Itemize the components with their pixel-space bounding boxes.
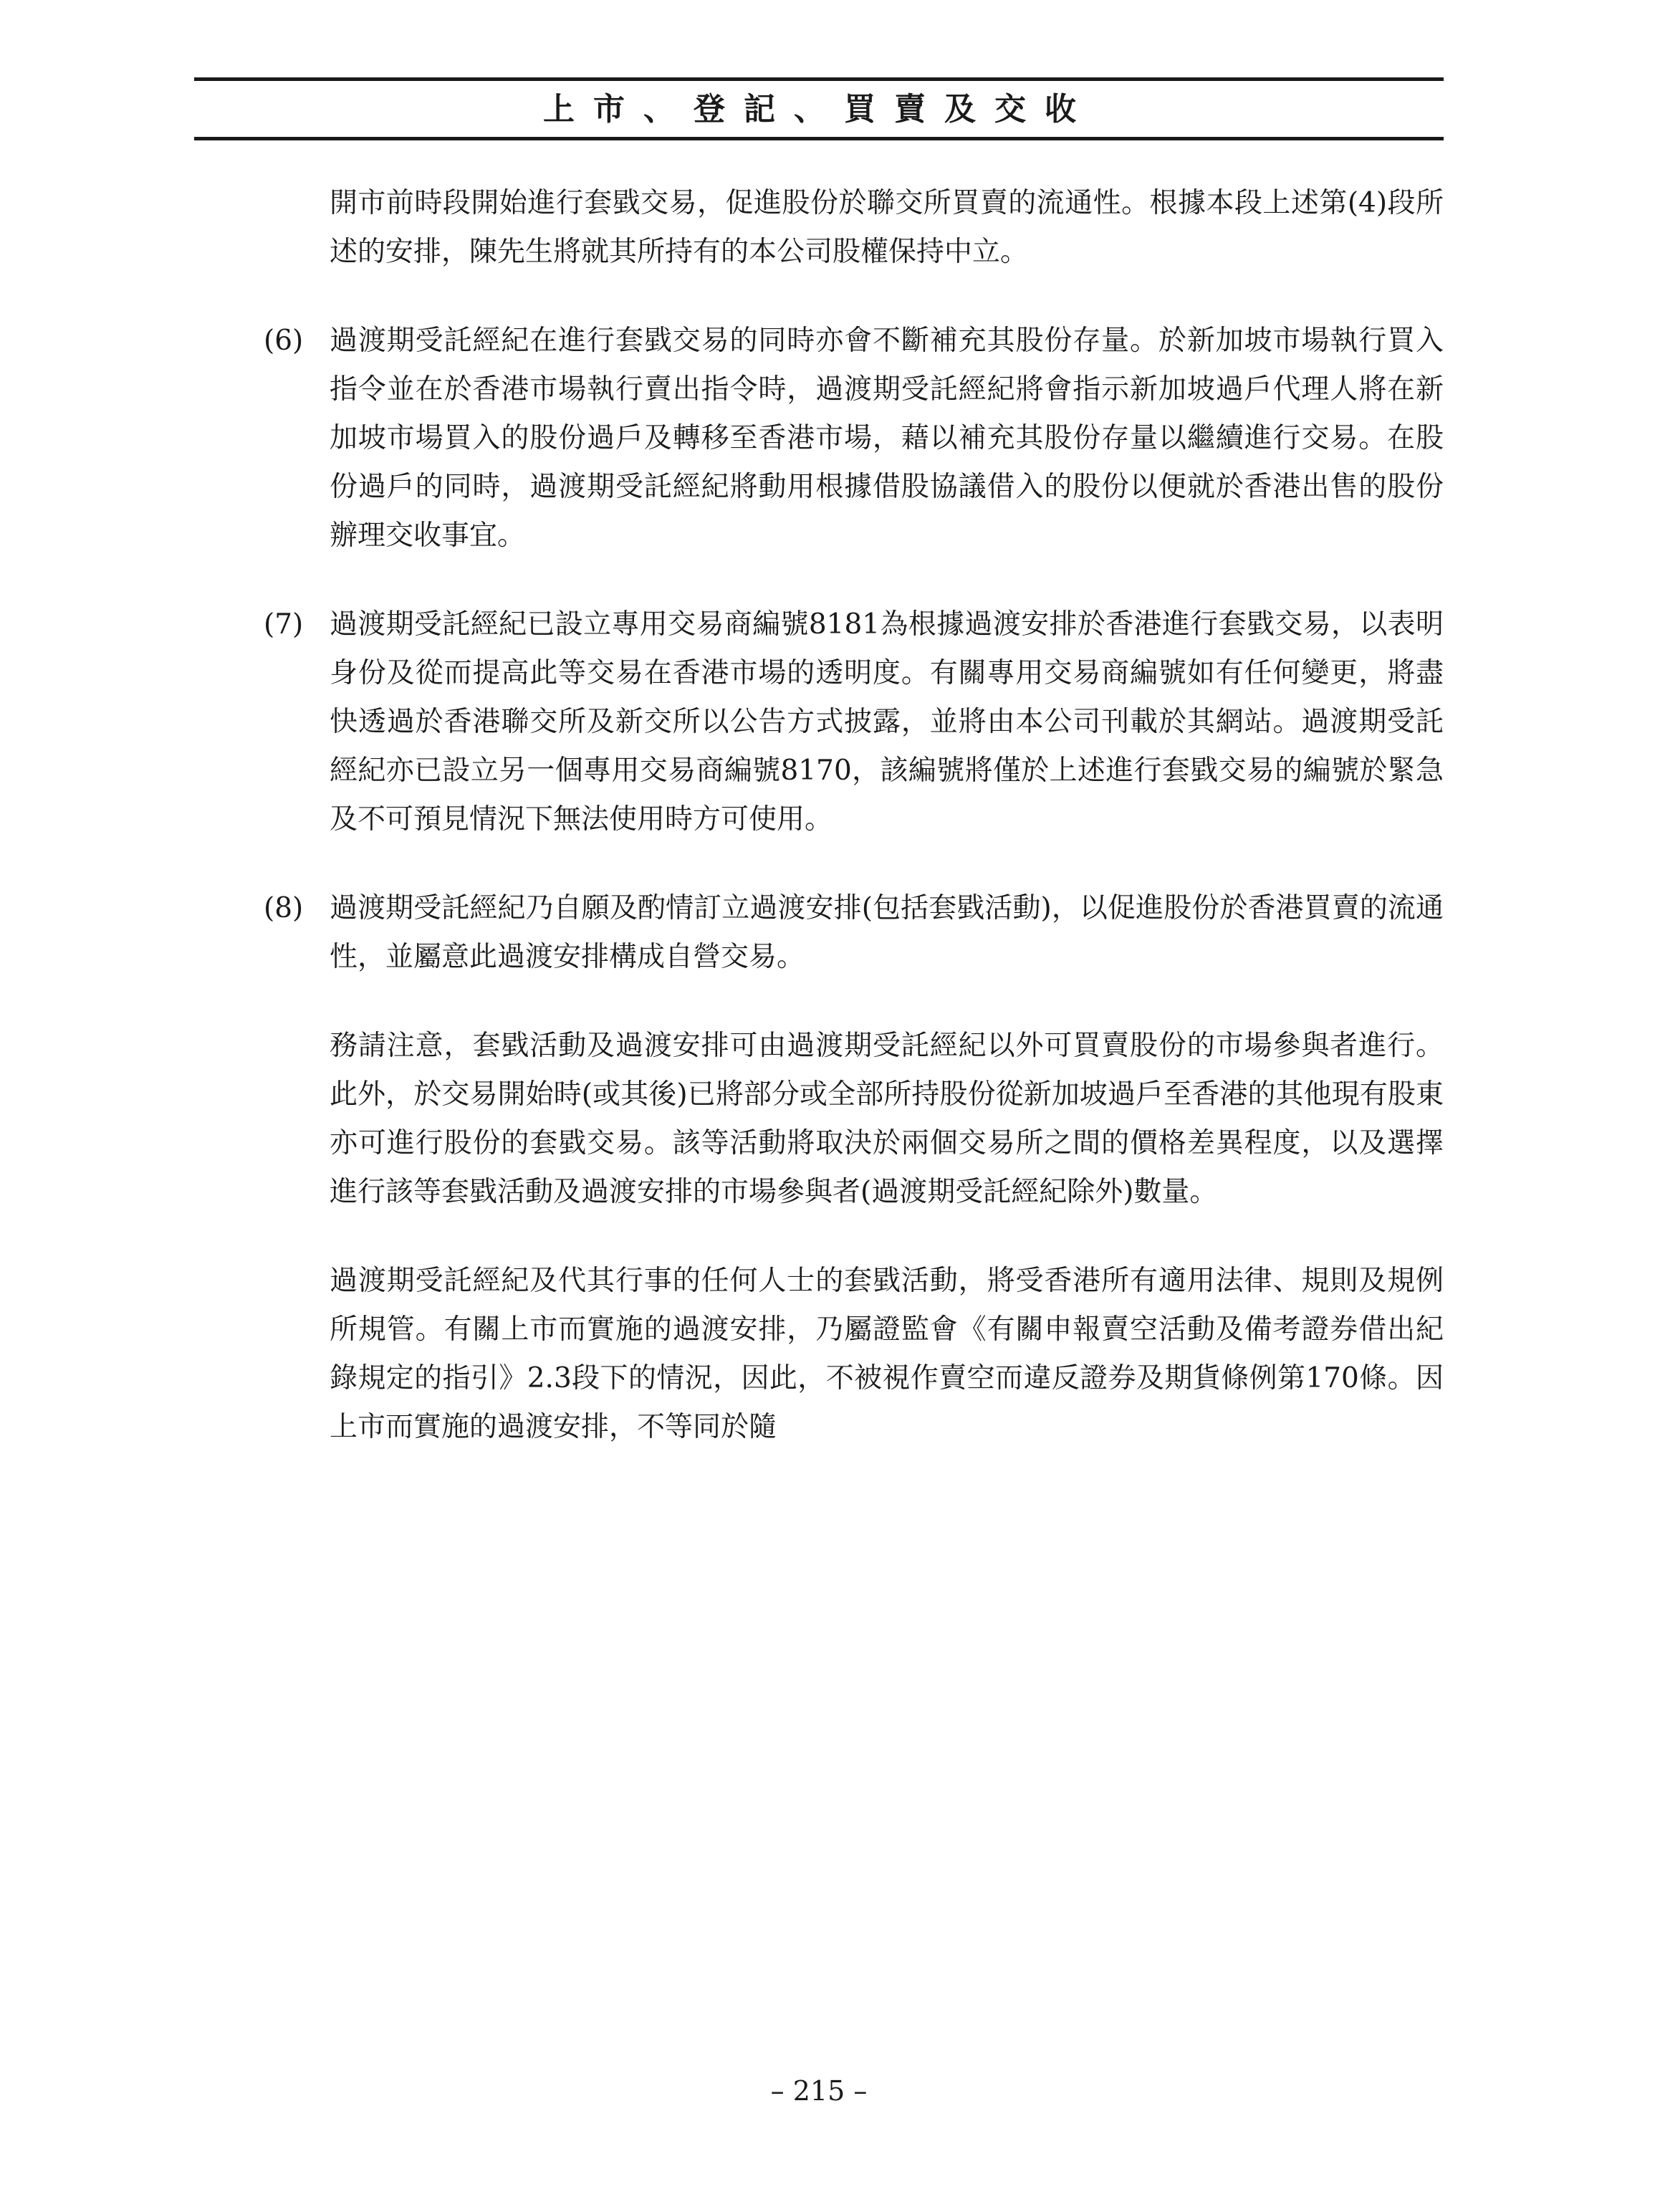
paragraph-continuation: [330, 179, 1444, 277]
section-header-title: 上市、登記、買賣及交收: [543, 91, 1095, 128]
paragraph-text: 過渡期受託經紀乃自願及酌情訂立過渡安排(包括套戥活動)，以促進股份於香港買賣的流通性，並屬意此過渡安排構成自營交易。: [330, 892, 1444, 973]
paragraph-regulation: [330, 1257, 1444, 1452]
list-item-number: (6): [264, 325, 304, 357]
paragraph-text: 過渡期受託經紀及代其行事的任何人士的套戥活動，將受香港所有適用法律、規則及規例所規管。有關上市而實施的過渡安排，乃屬證監會《有關申報賣空活動及備考證券借出紀錄規定的指引》2.3段下的情況，因此，不被視作賣空而違反證券及期貨條例第170條。因上市而實施的過渡安排，不等同於隨: [330, 1265, 1444, 1443]
list-item-7: [264, 600, 1444, 844]
header-top-rule: [194, 77, 1444, 81]
paragraph-text: 務請注意，套戥活動及過渡安排可由過渡期受託經紀以外可買賣股份的市場參與者進行。此外，於交易開始時(或其後)已將部分或全部所持股份從新加坡過戶至香港的其他現有股東亦可進行股份的套戥交易。該等活動將取決於兩個交易所之間的價格差異程度，以及選擇進行該等套戥活動及過渡安排的市場參與者(過渡期受託經紀除外)數量。: [330, 1030, 1444, 1208]
page-number: – 215 –: [770, 2075, 868, 2107]
list-item-number: (7): [264, 608, 304, 641]
paragraph-text: 過渡期受託經紀已設立專用交易商編號8181為根據過渡安排於香港進行套戥交易，以表明身份及從而提高此等交易在香港市場的透明度。有關專用交易商編號如有任何變更，將盡快透過於香港聯交所及新交所以公告方式披露，並將由本公司刊載於其網站。過渡期受託經紀亦已設立另一個專用交易商編號8170，該編號將僅於上述進行套戥交易的編號於緊急及不可預見情況下無法使用時方可使用。: [330, 608, 1444, 836]
header-bottom-rule: [194, 137, 1444, 140]
paragraph-text: 開市前時段開始進行套戥交易，促進股份於聯交所買賣的流通性。根據本段上述第(4)段所述的安排，陳先生將就其所持有的本公司股權保持中立。: [330, 187, 1444, 268]
document-body: [264, 179, 1444, 1452]
paragraph-text: 過渡期受託經紀在進行套戥交易的同時亦會不斷補充其股份存量。於新加坡市場執行買入指令並在於香港市場執行賣出指令時，過渡期受託經紀將會指示新加坡過戶代理人將在新加坡市場買入的股份過戶及轉移至香港市場，藉以補充其股份存量以繼續進行交易。在股份過戶的同時，過渡期受託經紀將動用根據借股協議借入的股份以便就於香港出售的股份辦理交收事宜。: [330, 325, 1444, 552]
paragraph-note: [330, 1022, 1444, 1217]
list-item-8: [264, 884, 1444, 982]
list-item-6: [264, 317, 1444, 560]
list-item-number: (8): [264, 892, 304, 924]
